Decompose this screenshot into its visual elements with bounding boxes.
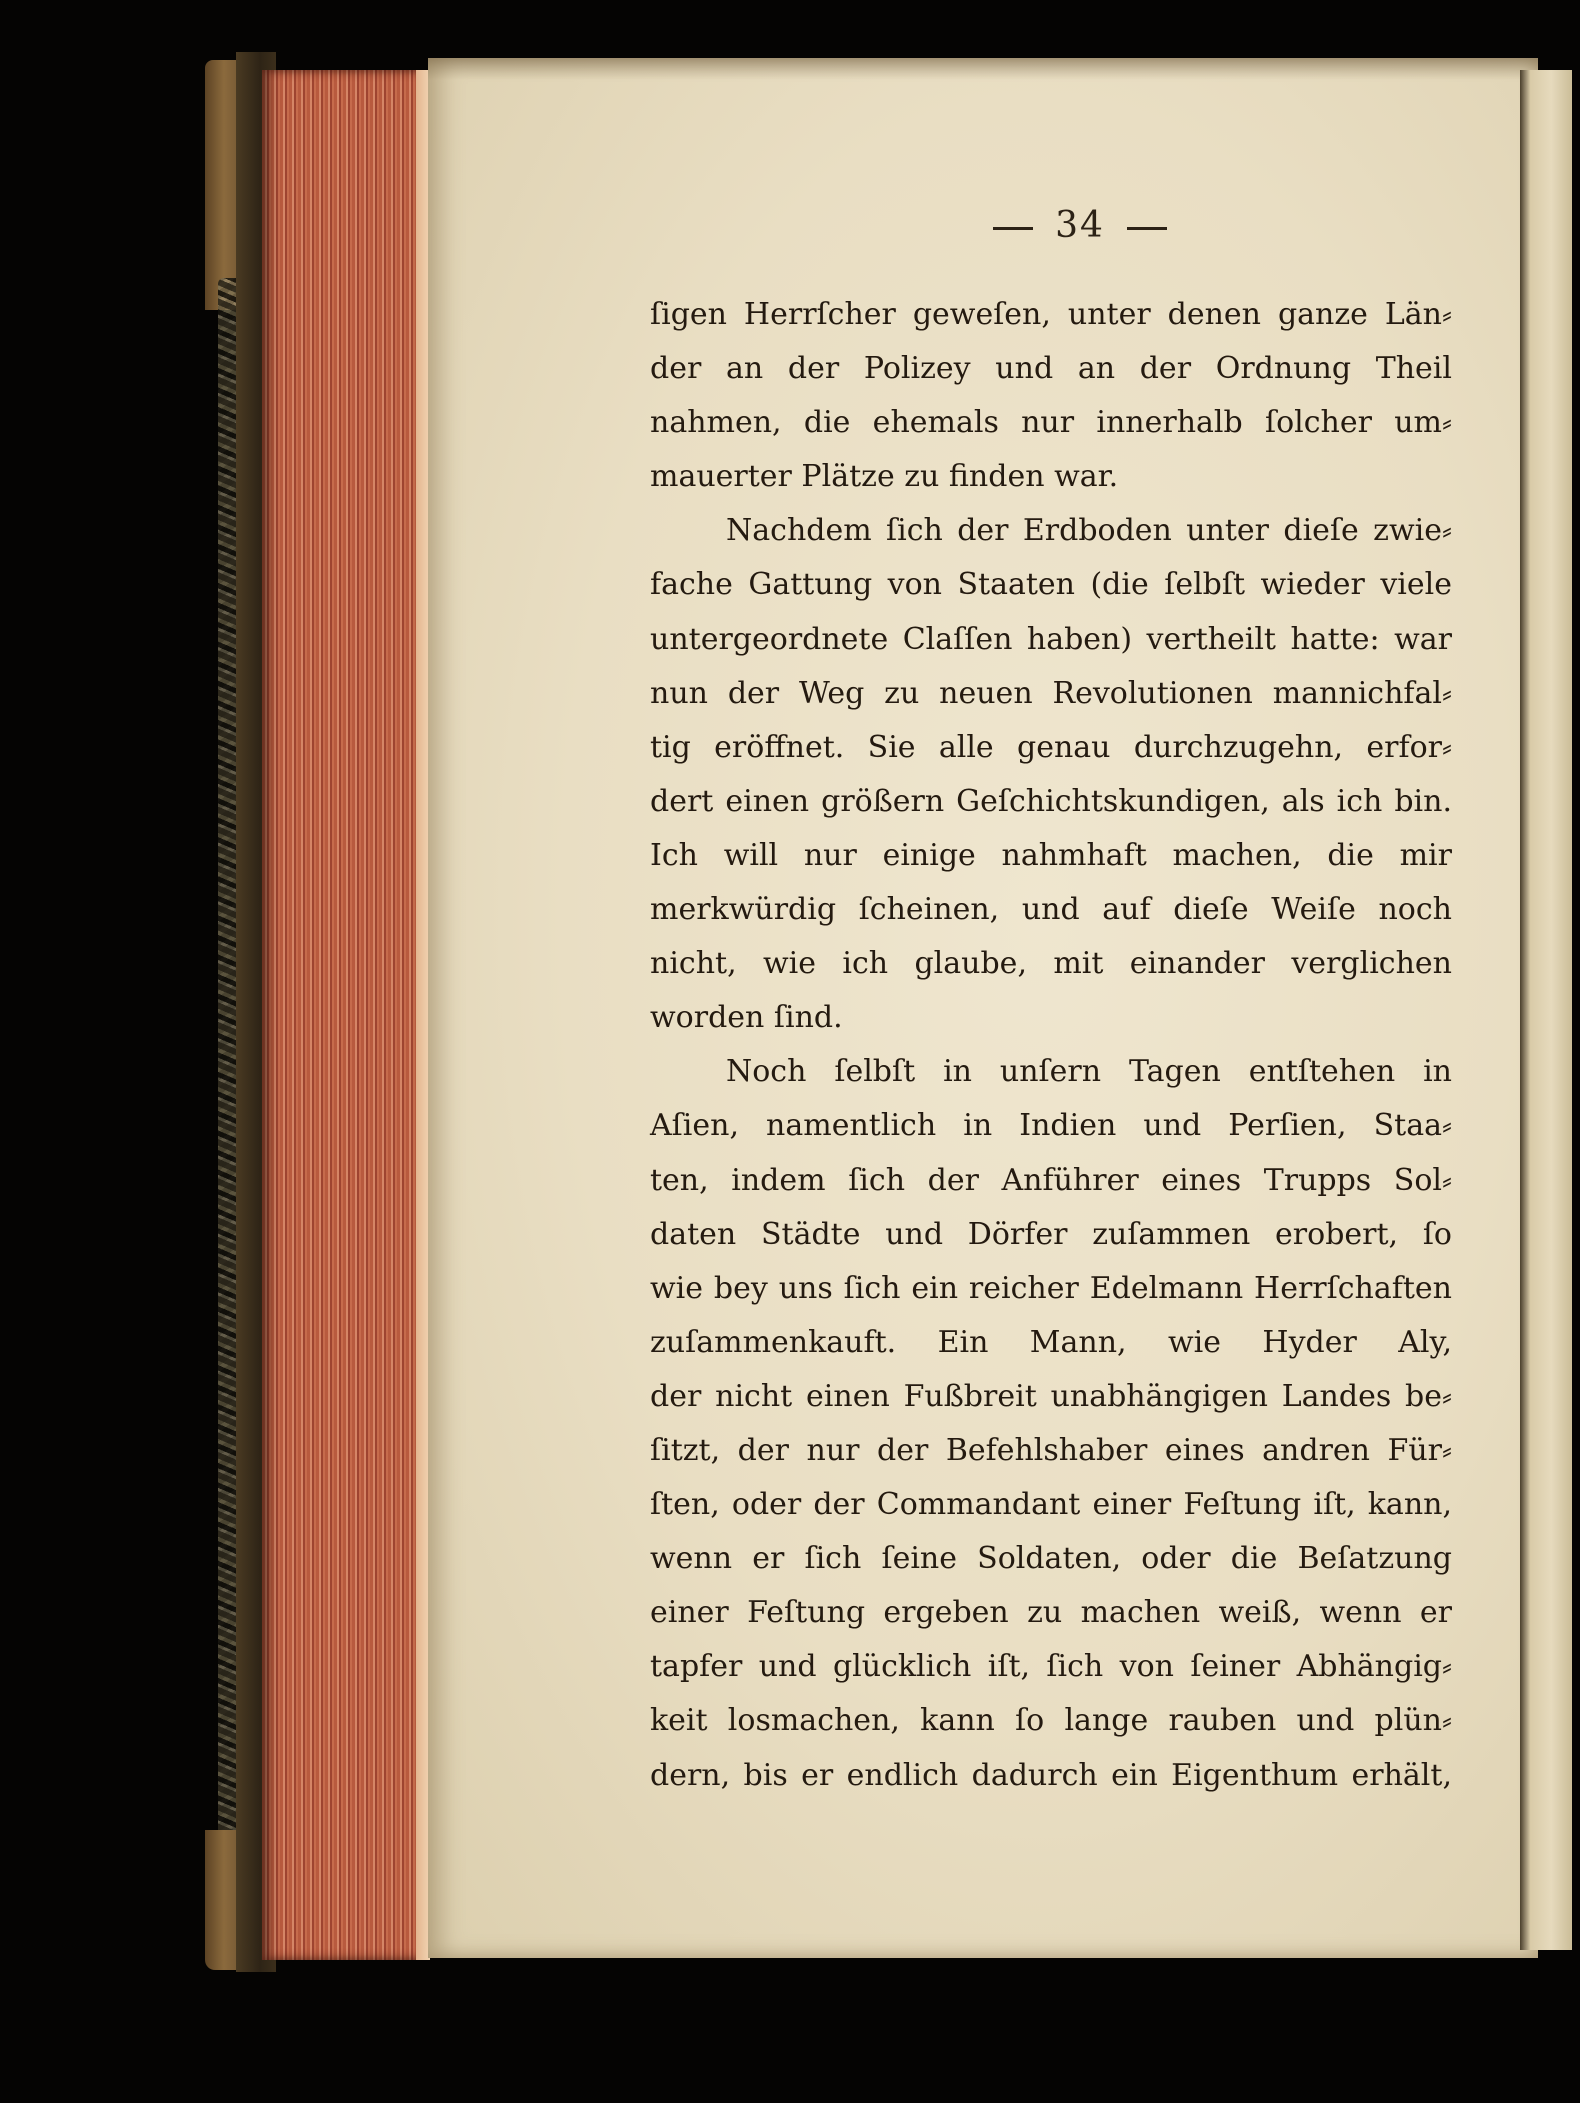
text-line: wie bey uns ſich ein reicher Edelmann Herrſchaften: [650, 1270, 1452, 1306]
page-edges: [262, 70, 430, 1960]
text-line: Nachdem ſich der Erdboden unter dieſe zwie⸗: [726, 513, 1452, 549]
text-line: nicht, wie ich glaube, mit einander verglichen: [650, 946, 1452, 982]
text-line: dern, bis er endlich dadurch ein Eigenthum erhält,: [650, 1757, 1452, 1793]
text-line: nun der Weg zu neuen Revolutionen mannichfal⸗: [650, 675, 1452, 711]
text-line: wenn er ſich ſeine Soldaten, oder die Beſatzung: [650, 1541, 1452, 1577]
facing-page-edge: [1520, 70, 1572, 1950]
text-line: mauerter Plätze zu finden war.: [650, 459, 1119, 495]
text-line: tapfer und glücklich iſt, ſich von ſeiner Abhängig⸗: [650, 1649, 1452, 1685]
text-line: ſigen Herrſcher geweſen, unter denen ganze Län⸗: [650, 297, 1452, 332]
body-text: [650, 288, 1452, 1803]
text-line: fache Gattung von Staaten (die ſelbſt wieder viele: [650, 567, 1452, 603]
text-line: Noch ſelbſt in unſern Tagen entſtehen in: [726, 1054, 1452, 1090]
text-line: zuſammenkauft. Ein Mann, wie Hyder Aly,: [650, 1324, 1452, 1360]
text-line: untergeordnete Claſſen haben) vertheilt hatte: war: [650, 621, 1452, 657]
text-line: der nicht einen Fußbreit unabhängigen Landes be⸗: [650, 1378, 1452, 1414]
text-line: ſten, oder der Commandant einer Feſtung iſt, kann,: [650, 1487, 1452, 1523]
text-line: keit losmachen, kann ſo lange rauben und plün⸗: [650, 1703, 1452, 1739]
page-header: [900, 205, 1260, 265]
text-line: merkwürdig ſcheinen, und auf dieſe Weiſe noch: [650, 892, 1452, 928]
page-number: 34: [1055, 205, 1105, 246]
text-line: der an der Polizey und an der Ordnung Theil: [650, 351, 1452, 387]
text-line: Ich will nur einige nahmhaft machen, die mir: [650, 837, 1452, 873]
text-line: worden ſind.: [650, 1000, 843, 1036]
header-dash-right: [1127, 227, 1167, 230]
text-line: dert einen größern Geſchichtskundigen, als ich bin.: [650, 783, 1452, 819]
text-line: tig eröffnet. Sie alle genau durchzugehn, erfor⸗: [650, 729, 1452, 765]
header-dash-left: [993, 227, 1033, 230]
text-line: einer Feſtung ergeben zu machen weiß, wenn er: [650, 1595, 1452, 1631]
text-line: ſitzt, der nur der Befehlshaber eines andren Für⸗: [650, 1432, 1452, 1468]
text-line: daten Städte und Dörfer zuſammen erobert, ſo: [650, 1216, 1452, 1252]
text-line: ten, indem ſich der Anführer eines Trupps Sol⸗: [650, 1162, 1452, 1198]
page-shadow: [428, 58, 1538, 80]
text-line: Aſien, namentlich in Indien und Perſien, Staa⸗: [650, 1108, 1452, 1144]
text-line: nahmen, die ehemals nur innerhalb ſolcher um⸗: [650, 405, 1452, 441]
